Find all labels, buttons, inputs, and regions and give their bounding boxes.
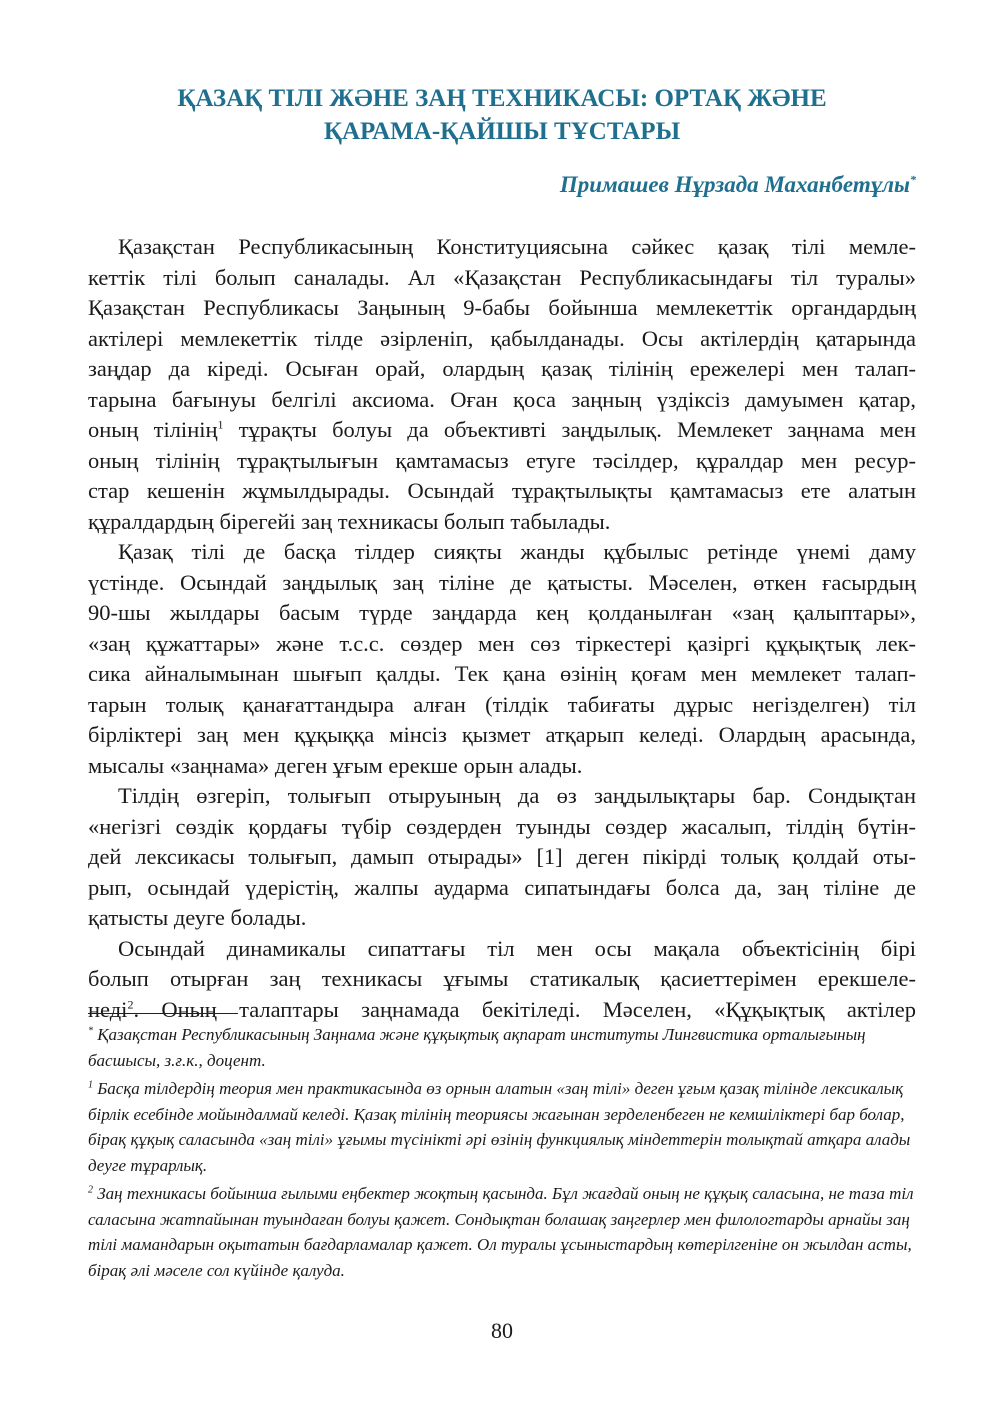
footnote-ref-1: 1 [217,417,224,432]
text-line: кеттік тілі болып саналады. Ал «Қазақстан Республикасындағы тіл туралы» [88,264,916,290]
text-line: Қазақстан Республикасы Заңының 9-бабы бойынша мемлекеттік органдардың [88,295,916,320]
text-line: тарына бағынуы белгілі аксиома. Оған қоса заңның үздіксіз дамуымен қатар, [88,386,916,412]
paragraph-4 [88,934,916,1026]
text-line: дей лексикасы толығып, дамып отырады» [1] деген пікірді толық қолдай оты- [88,844,916,869]
text-line: оның тілінің тұрақтылығын қамтамасыз етуге тәсілдер, құралдар мен ресур- [88,447,916,473]
text-line: Қазақстан Республикасының Конституциясына сәйкес қазақ тілі мемле- [118,234,916,259]
text-line: болып отырған заң техникасы ұғымы статикалық қасиеттерімен ерекшеле- [88,966,916,991]
title-line-2: ҚАРАМА-ҚАЙШЫ ТҰСТАРЫ [323,118,681,145]
title-line-1: ҚАЗАҚ ТІЛІ ЖӘНЕ ЗАҢ ТЕХНИКАСЫ: ОРТАҚ ЖӘНЕ [177,85,827,112]
text-line: «заң құжаттары» және т.с.с. сөздер мен сөз тіркестері қазіргі құқықтық лек- [88,630,916,656]
footnote-separator [88,1013,238,1014]
text-line: заңдар да кіреді. Осыған орай, олардың қазақ тілінің ережелері мен талап- [88,356,916,381]
article-body [88,232,916,1025]
text-line: рып, осындай үдерістің, жалпы аударма сипатындағы болса да, заң тіліне де [88,874,916,900]
text-line: құралдардың бірегейі заң техникасы болып табылады. [88,508,611,534]
text-line: Осындай динамикалы сипаттағы тіл мен осы мақала объектісінің бірі [118,935,916,961]
text-line: актілері мемлекеттік тілде әзірленіп, қабылданады. Осы актілердің қатарында [88,325,916,351]
text-line: оның тілінің$^1$ тұрақты болуы да объективті заңдылық. Мемлекет заңнама мен [88,417,916,442]
text-line: бірліктері заң мен құқыққа мінсіз қызмет атқарып келеді. Олардың арасында, [88,722,916,747]
author-name: Примашев Нұрзада Маханбетұлы* [559,172,916,197]
text-line: сика айналымынан шығып қалды. Тек қана өзінің қоғам мен мемлекет талап- [88,661,916,686]
footnote-author: * Қазақстан Республикасының Заңнама және құқықтық ақпарат институты Лингвистика орталығының басшысы, з.ғ.к., доцент. [88,1025,866,1070]
text-line: «негізгі сөздік қордағы түбір сөздерден туынды сөздер жасалып, тілдің бүтін- [88,813,916,839]
text-line: Қазақ тілі де басқа тілдер сияқты жанды құбылыс ретінде үнемі даму [118,539,916,564]
text-line: Тілдің өзгеріп, толығып отыруының да өз заңдылықтары бар. Сондықтан [118,783,916,808]
author-footnote-mark: * [910,172,916,187]
footnote-2: $^2$ Заң техникасы бойынша ғылыми еңбектер жоқтың қасында. Бұл жағдай оның не құқық саласына, не таза тіл саласына жатпайынан туындаған болуы қажет. Сондықтан болашақ заңгерлер мен филологтарды арнайы заң тілі мамандарын оқытатын бағдарламалар қажет. Ол туралы ұсыныстардың көтерілгеніне он жылдан асты, бірақ әлі мәселе сол күйінде қалуда. [88,1184,914,1280]
article-title [90,82,914,148]
text-line: мысалы «заңнама» деген ұғым ерекше орын алады. [88,752,583,778]
paragraph-2 [88,537,916,781]
footnote-ref-2: 2 [127,997,134,1011]
footnote-1: $^1$ Басқа тілдердің теория мен практикасында өз орнын алатын «заң тілі» деген ұғым қазақ тілінде лексикалық бірлік есебінде мойындалмай келеді. Қазақ тілінің теориясы жағынан зерделенбеген не кемшіліктері бар болар, бірақ құқық саласында «заң тілі» ұғымы түсінікті әрі өзінің функциялық міндеттерін толықтай атқара алады деуге тұрарлық. [88,1079,911,1175]
text-line: неді$^2$. Оның талаптары заңнамада бекітіледі. Мәселен, «Құқықтық актілер [88,996,916,1022]
paragraph-3 [88,781,916,934]
text-line: тарын толық қанағаттандыра алған (тілдік табиғаты дұрыс негізделген) тіл [88,691,916,717]
text-line: 90-шы жылдары басым түрде заңдарда кең қолданылған «заң қалыптары», [88,600,916,625]
paragraph-1 [88,232,916,537]
footnotes [88,1022,916,1286]
text-line: үстінде. Осындай заңдылық заң тіліне де қатысты. Мәселен, өткен ғасырдың [88,569,916,595]
page-number: 80 [491,1318,513,1343]
text-line: қатысты деуге болады. [88,905,307,930]
text-line: стар кешенін жұмылдырады. Осындай тұрақтылықты қамтамасыз ете алатын [88,478,916,503]
